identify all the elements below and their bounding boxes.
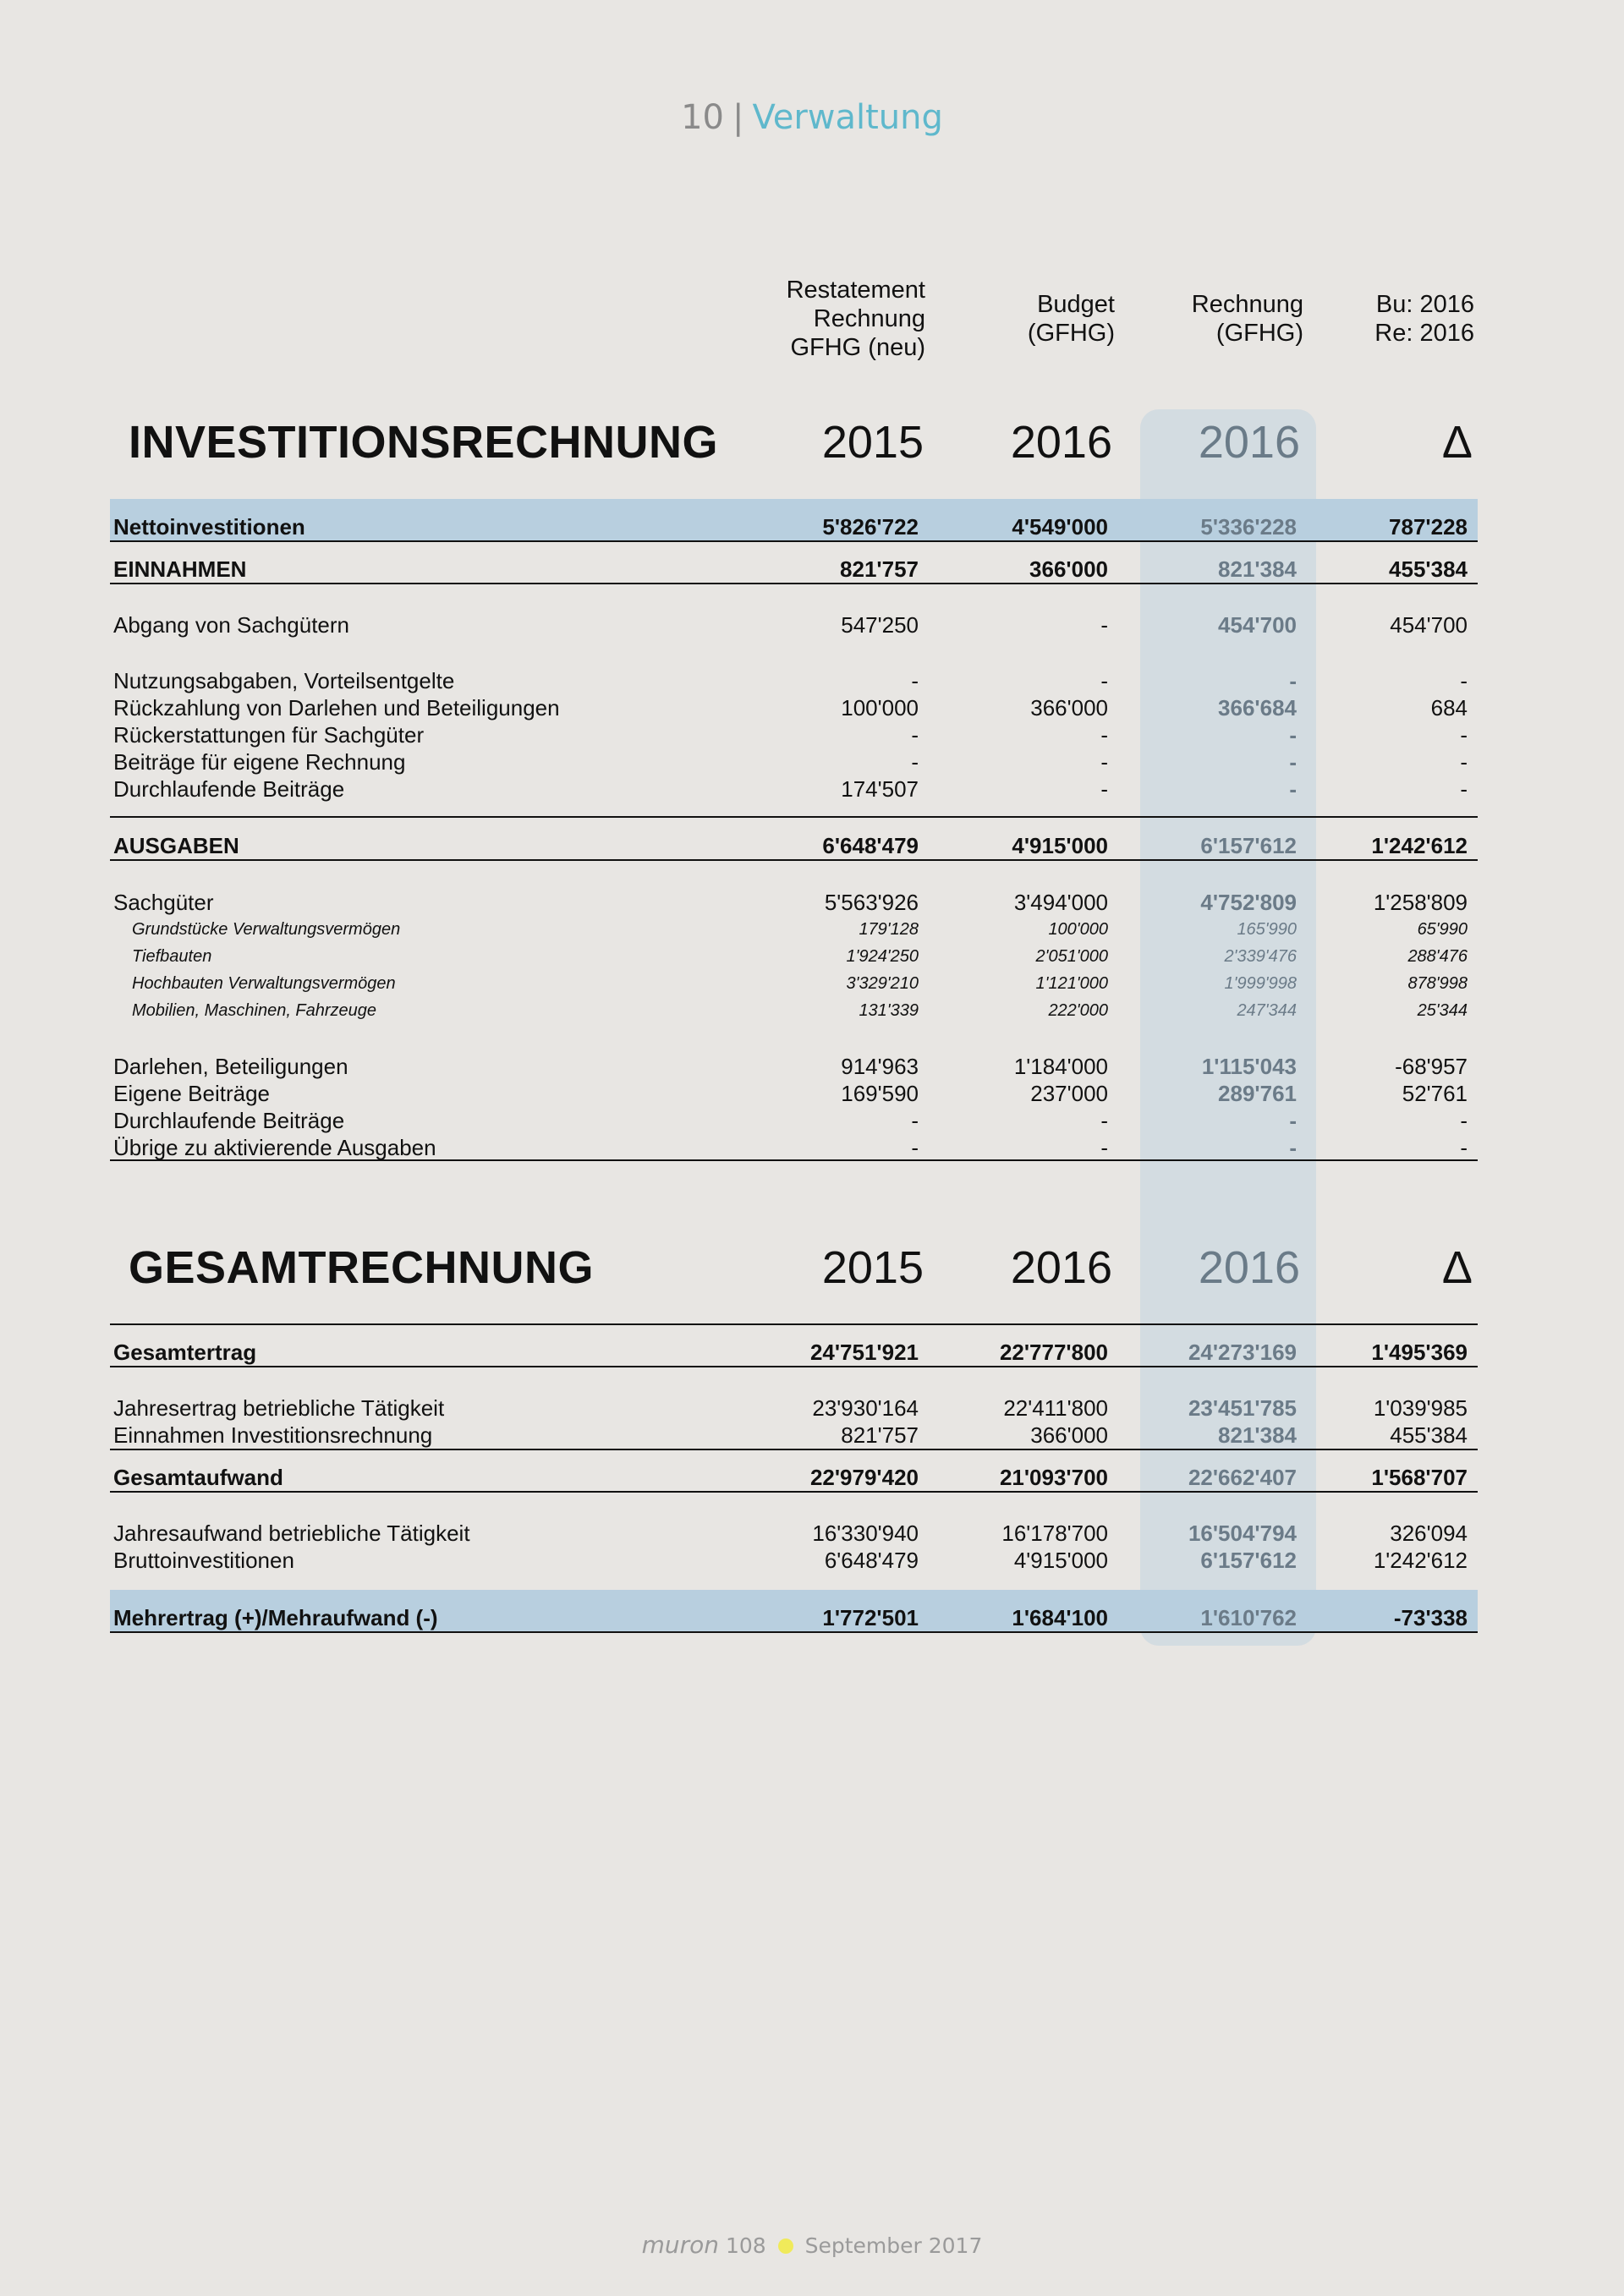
column-header-delta-ref [1253,290,1474,348]
cell-c1: 174'507 [841,776,919,802]
cell-c1: 914'963 [841,1054,919,1079]
cell-c1: 179'128 [859,920,919,939]
cell-c3: 366'684 [1218,695,1297,721]
cell-c2: - [1100,1135,1108,1160]
year-2016-rechnung: 2016 [1198,1242,1300,1293]
table-row [113,996,1470,1025]
cell-c4: - [1460,1108,1468,1133]
table-row [113,1421,1470,1449]
cell-c1: 6'648'479 [822,833,919,858]
cell-c2: 1'121'000 [1035,974,1108,993]
column-header-line: GFHG (neu) [790,334,925,361]
cell-c3: 6'157'612 [1200,833,1297,858]
cell-c3: 821'384 [1218,1422,1297,1448]
rule [110,816,1478,818]
cell-c3: 5'336'228 [1200,514,1297,540]
cell-c4: - [1460,722,1468,748]
cell-c4: 65'990 [1417,920,1468,939]
cell-c2: 4'549'000 [1012,514,1108,540]
row-label: Darlehen, Beteiligungen [113,1054,348,1079]
table-row [113,942,1470,971]
cell-c4: 52'761 [1402,1081,1468,1106]
table-row [113,1338,1470,1367]
table-row [113,1133,1470,1162]
cell-c2: 366'000 [1030,695,1108,721]
cell-c2: 1'184'000 [1013,1054,1108,1079]
cell-c4: 878'998 [1407,974,1468,993]
cell-c4: 684 [1430,695,1468,721]
cell-c1: 23'930'164 [812,1395,919,1421]
investitionsrechnung-title: INVESTITIONSRECHNUNG [129,417,719,468]
cell-c3: - [1289,1108,1297,1133]
cell-c1: 1'772'501 [822,1605,919,1630]
table-row [113,611,1470,639]
cell-c4: 454'700 [1390,612,1468,638]
cell-c3: 16'504'794 [1188,1521,1297,1546]
column-header-line: Bu: 2016 [1375,291,1474,318]
cell-c3: 289'761 [1218,1081,1297,1106]
row-label: Rückerstattungen für Sachgüter [113,722,425,748]
cell-c4: - [1460,776,1468,802]
row-label: Übrige zu aktivierende Ausgaben [113,1135,436,1160]
row-label: Jahresaufwand betriebliche Tätigkeit [113,1521,470,1546]
row-label: Durchlaufende Beiträge [113,1108,345,1133]
cell-c1: 131'339 [859,1001,919,1020]
cell-c4: -68'957 [1395,1054,1468,1079]
cell-c3: - [1289,1135,1297,1160]
table-row [113,1519,1470,1548]
highlight-column [1140,409,1316,1646]
cell-c1: 16'330'940 [812,1521,919,1546]
cell-c2: 22'777'800 [999,1340,1108,1365]
row-label: AUSGABEN [113,833,239,858]
cell-c4: 1'039'985 [1373,1395,1468,1421]
cell-c1: - [911,668,919,693]
row-label: Gesamtertrag [113,1340,257,1365]
page-header [0,98,1624,137]
table-row [113,1079,1470,1108]
table-row [113,748,1470,776]
column-header-line: Re: 2016 [1374,320,1474,347]
cell-c4: 1'242'612 [1371,833,1468,858]
cell-c3: - [1289,749,1297,775]
cell-c1: 22'979'420 [809,1465,919,1490]
row-label: Gesamtaufwand [113,1465,283,1490]
page-number: 10 [681,98,724,137]
cell-c2: 2'051'000 [1035,947,1108,966]
footer-issue: 108 [725,2233,766,2258]
cell-c3: 1'999'998 [1224,974,1297,993]
footer-dot-icon [778,2238,793,2254]
column-header-line: Rechnung [1191,291,1303,318]
cell-c1: 3'329'210 [846,974,919,993]
cell-c4: 455'384 [1390,1422,1468,1448]
gesamtrechnung-title: GESAMTRECHNUNG [129,1242,595,1293]
table-row [113,1603,1470,1632]
cell-c3: 2'339'476 [1224,947,1297,966]
row-label: Grundstücke Verwaltungsvermögen [132,920,401,939]
column-header-restatement [704,276,925,362]
cell-c4: 1'568'707 [1371,1465,1468,1490]
table-row [113,1394,1470,1422]
row-label: Rückzahlung von Darlehen und Beteiligungen [113,695,560,721]
cell-c2: - [1100,722,1108,748]
cell-c4: - [1460,749,1468,775]
row-label: Durchlaufende Beiträge [113,776,345,802]
delta-symbol: Δ [1441,1242,1473,1293]
header-separator: | [732,98,744,137]
cell-c1: 169'590 [841,1081,919,1106]
table-row [113,775,1470,803]
cell-c1: 100'000 [841,695,919,721]
row-label: Beiträge für eigene Rechnung [113,749,406,775]
cell-c4: 787'228 [1389,514,1468,540]
cell-c4: 455'384 [1389,556,1468,582]
cell-c1: 821'757 [840,556,919,582]
cell-c1: 24'751'921 [809,1340,919,1365]
table-row [113,1546,1470,1575]
column-header-line: Budget [1037,291,1115,318]
cell-c4: 1'495'369 [1371,1340,1468,1365]
cell-c3: 247'344 [1237,1001,1297,1020]
cell-c3: 454'700 [1218,612,1297,638]
cell-c2: 21'093'700 [999,1465,1108,1490]
row-label: Nettoinvestitionen [113,514,305,540]
cell-c3: 165'990 [1237,920,1297,939]
row-label: Nutzungsabgaben, Vorteilsentgelte [113,668,455,693]
cell-c4: -73'338 [1393,1605,1468,1630]
cell-c2: - [1100,612,1108,638]
row-label: Hochbauten Verwaltungsvermögen [132,974,396,993]
cell-c1: - [911,722,919,748]
year-2015: 2015 [821,417,924,468]
cell-c2: 22'411'800 [1003,1395,1108,1421]
year-2016-budget: 2016 [1010,1242,1112,1293]
cell-c4: 288'476 [1407,947,1468,966]
table-row [113,969,1470,998]
cell-c2: 222'000 [1048,1001,1108,1020]
footer-date: September 2017 [804,2233,983,2258]
table-row [113,888,1470,917]
cell-c3: 22'662'407 [1188,1465,1297,1490]
column-header-line: (GFHG) [1215,320,1303,347]
table-row [113,512,1470,541]
column-header-line: Restatement [786,277,925,304]
cell-c1: - [911,1135,919,1160]
row-label: Eigene Beiträge [113,1081,271,1106]
table-row [113,831,1470,860]
cell-c3: 1'610'762 [1200,1605,1297,1630]
cell-c2: 1'684'100 [1012,1605,1108,1630]
cell-c2: 237'000 [1030,1081,1108,1106]
cell-c1: 5'826'722 [822,514,919,540]
cell-c4: 1'258'809 [1373,890,1468,915]
footer-brand: muron [641,2231,720,2259]
year-2016-rechnung: 2016 [1198,417,1300,468]
row-label: Jahresertrag betriebliche Tätigkeit [113,1395,445,1421]
cell-c3: - [1289,722,1297,748]
cell-c1: 6'648'479 [824,1548,919,1573]
row-label: EINNAHMEN [113,556,247,582]
table-row [113,693,1470,722]
cell-c3: - [1289,776,1297,802]
cell-c3: 4'752'809 [1200,890,1297,915]
delta-symbol: Δ [1441,417,1473,468]
table-row [113,915,1470,944]
cell-c4: 326'094 [1390,1521,1468,1546]
row-label: Mobilien, Maschinen, Fahrzeuge [132,1001,377,1020]
cell-c3: 23'451'785 [1188,1395,1297,1421]
cell-c2: 4'915'000 [1013,1548,1108,1573]
table-row [113,555,1470,584]
row-label: Mehrertrag (+)/Mehraufwand (-) [113,1605,438,1630]
cell-c2: - [1100,749,1108,775]
cell-c2: 366'000 [1030,1422,1108,1448]
page-footer [0,2231,1624,2259]
section-title: Verwaltung [752,98,943,137]
cell-c1: 5'563'926 [824,890,919,915]
cell-c4: - [1460,668,1468,693]
cell-c1: - [911,749,919,775]
cell-c4: 1'242'612 [1373,1548,1468,1573]
row-label: Abgang von Sachgütern [113,612,349,638]
cell-c4: 25'344 [1417,1001,1468,1020]
row-label: Tiefbauten [132,947,212,966]
cell-c2: - [1100,668,1108,693]
table-row [113,666,1470,695]
cell-c2: 3'494'000 [1013,890,1108,915]
cell-c1: 821'757 [841,1422,919,1448]
cell-c2: 366'000 [1029,556,1108,582]
cell-c3: 6'157'612 [1200,1548,1297,1573]
cell-c3: 1'115'043 [1201,1054,1297,1079]
rule [110,1323,1478,1325]
table-row [113,1106,1470,1135]
row-label: Sachgüter [113,890,214,915]
cell-c2: 100'000 [1048,920,1108,939]
table-row [113,1463,1470,1492]
cell-c2: - [1100,1108,1108,1133]
row-label: Bruttoinvestitionen [113,1548,294,1573]
cell-c3: - [1289,668,1297,693]
cell-c1: - [911,1108,919,1133]
cell-c1: 1'924'250 [846,947,919,966]
column-header-line: (GFHG) [1027,320,1115,347]
cell-c4: - [1460,1135,1468,1160]
cell-c1: 547'250 [841,612,919,638]
cell-c3: 24'273'169 [1188,1340,1297,1365]
cell-c2: 16'178'700 [1001,1521,1108,1546]
table-row [113,721,1470,749]
column-header-line: Rechnung [813,305,925,332]
cell-c2: - [1100,776,1108,802]
row-label: Einnahmen Investitionsrechnung [113,1422,433,1448]
cell-c2: 4'915'000 [1012,833,1108,858]
year-2016-budget: 2016 [1010,417,1112,468]
cell-c3: 821'384 [1218,556,1297,582]
year-2015: 2015 [821,1242,924,1293]
table-row [113,1052,1470,1081]
